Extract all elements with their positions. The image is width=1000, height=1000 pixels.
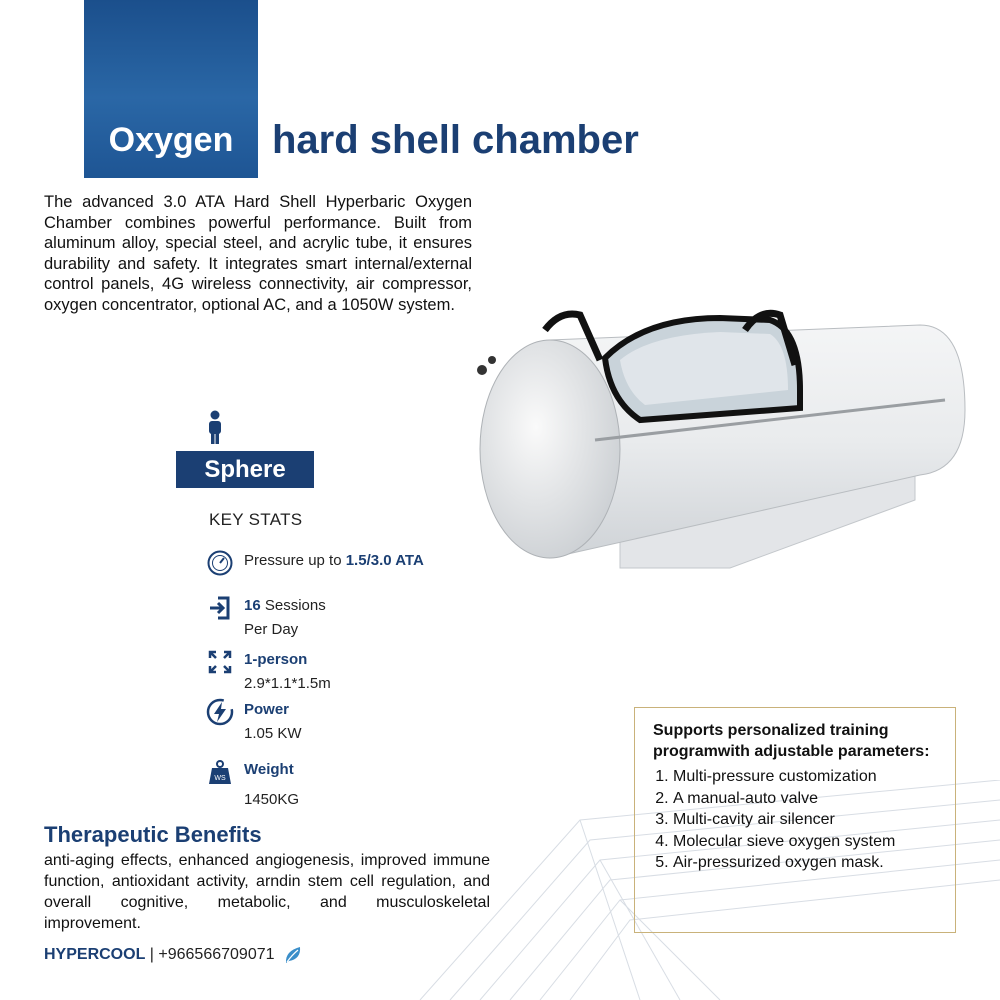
weight-icon <box>206 758 234 786</box>
support-item: 5. Air-pressurized oxygen mask. <box>673 852 941 874</box>
footer-separator: | <box>145 946 159 964</box>
support-title: Supports personalized training programwith adjustable parameters: <box>653 722 930 760</box>
therapeutic-text: anti-aging effects, enhanced angiogenesis, improved immune function, antioxidant activity, arndin stem cell regulation, and overall cognitive, metabolic, and musculoskeletal improvement. <box>44 852 490 932</box>
stat-weight-value: Weight <box>244 761 294 778</box>
stat-pressure-value: 1.5/3.0 ATA <box>345 552 424 569</box>
stat-power-value: Power <box>244 701 290 718</box>
lightning-icon <box>206 698 234 726</box>
stat-weight-sub: 1450KG <box>244 791 300 808</box>
page-title: hard shell chamber <box>272 118 639 162</box>
brand-word: Oxygen <box>108 121 234 159</box>
chamber-image <box>470 300 970 580</box>
stat-size-value: 1-person <box>244 651 308 668</box>
weight-icon-badge: WS <box>214 775 226 782</box>
key-stats-heading: KEY STATS <box>209 510 303 529</box>
leaf-logo-icon <box>283 945 303 965</box>
stat-pressure-prefix: Pressure up to <box>244 552 346 569</box>
footer-phone: +966566709071 <box>158 946 275 964</box>
person-icon <box>206 410 224 444</box>
footer-brand: HYPERCOOL <box>44 946 146 964</box>
stat-power-sub: 1.05 KW <box>244 725 302 742</box>
support-item: 3. Multi-cavity air silencer <box>673 809 941 831</box>
model-tag: Sphere <box>176 451 314 488</box>
brand-box <box>84 0 258 178</box>
pressure-gauge-icon <box>206 549 234 577</box>
support-item: 2. A manual-auto valve <box>673 788 941 810</box>
support-list <box>653 766 941 874</box>
footer <box>44 945 303 965</box>
stat-sessions-value: 16 <box>244 597 261 614</box>
stat-sessions-sub: Per Day <box>244 621 299 638</box>
stat-size-sub: 2.9*1.1*1.5m <box>244 675 331 692</box>
login-arrow-icon <box>206 594 234 622</box>
stat-sessions-label: Sessions <box>260 597 326 614</box>
support-item: 1. Multi-pressure customization <box>673 766 941 788</box>
support-box <box>634 707 956 933</box>
expand-arrows-icon <box>206 648 234 676</box>
therapeutic-title: Therapeutic Benefits <box>44 822 262 847</box>
intro-paragraph: The advanced 3.0 ATA Hard Shell Hyperbaric Oxygen Chamber combines powerful performance. Built from aluminum alloy, special steel, and acrylic tube, it ensures durability and safety. It integrates smart internal/external control panels, 4G wireless connectivity, air compressor, oxygen concentrator, optional AC, and a 1050W system. <box>44 193 472 314</box>
support-item: 4. Molecular sieve oxygen system <box>673 831 941 853</box>
